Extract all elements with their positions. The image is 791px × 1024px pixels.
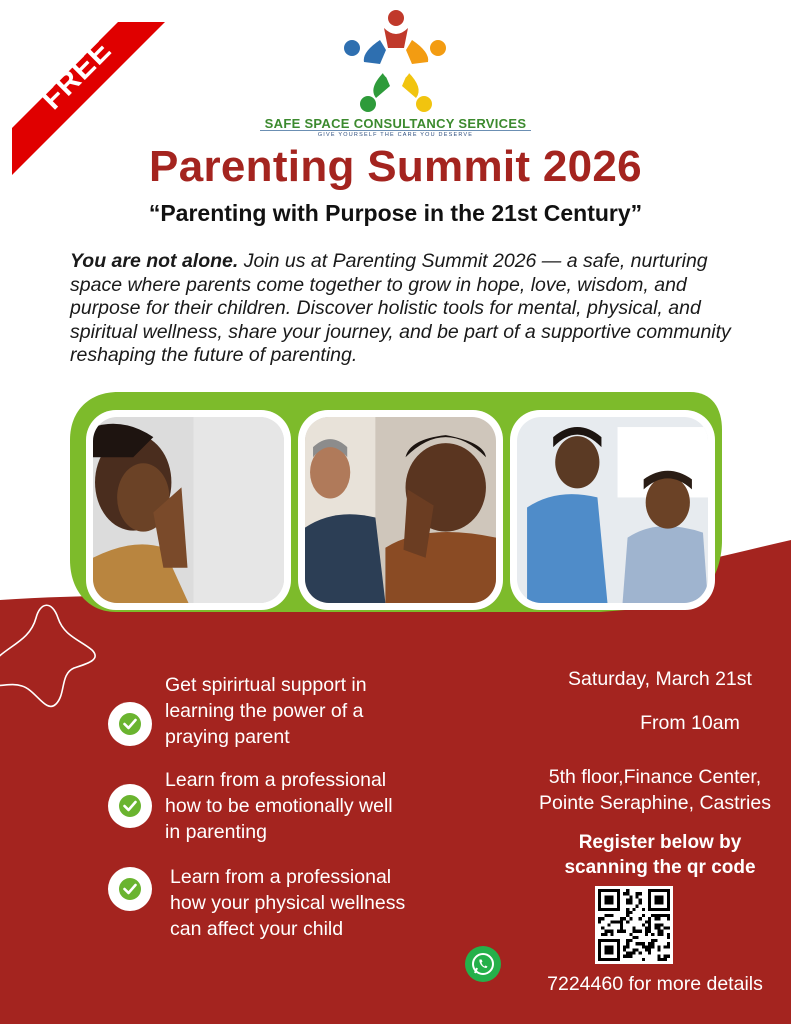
benefit-line: in parenting: [165, 821, 267, 843]
organization-tagline: GIVE YOURSELF THE CARE YOU DESERVE: [260, 130, 531, 138]
praying-woman-photo: [86, 410, 291, 610]
benefit-text: [165, 767, 465, 845]
registration-line: scanning the qr code: [564, 857, 756, 878]
event-theme: “Parenting with Purpose in the 21st Century”: [148, 200, 643, 226]
event-date: Saturday, March 21st: [568, 668, 752, 690]
benefit-line: how your physical wellness: [170, 892, 406, 914]
registration-note: [520, 830, 791, 880]
check-icon: [108, 867, 152, 911]
event-venue: [520, 764, 790, 816]
venue-line: Pointe Seraphine, Castries: [539, 792, 771, 814]
check-icon: [108, 784, 152, 828]
nurse-and-patient-image: [517, 417, 708, 603]
whatsapp-phone-icon[interactable]: [464, 945, 502, 983]
nurse-and-patient-photo: [510, 410, 715, 610]
contact-number: 7224460 for more details: [547, 973, 763, 995]
organization-logo: [340, 8, 452, 116]
intro-lead: You are not alone.: [70, 250, 239, 272]
benefit-text: [170, 864, 470, 942]
benefit-text: [165, 672, 465, 750]
venue-line: 5th floor,Finance Center,: [548, 766, 762, 788]
registration-line: Register below by: [578, 832, 742, 853]
event-title: Parenting Summit 2026: [149, 142, 642, 191]
two-men-talking-photo: [298, 410, 503, 610]
logo-people-ring: [344, 10, 446, 112]
benefit-line: learning the power of a: [165, 700, 364, 722]
benefit-line: Get spirirtual support in: [165, 674, 367, 696]
check-icon: [108, 702, 152, 746]
event-time: From 10am: [640, 712, 740, 734]
intro-body: Join us at Parenting Summit 2026 — a safe, nurturing space where parents come together to grow in hope, love, wisdom, and purpose for their children. Discover holistic tools for mental, physical, and spiritual wellness, share your journey, and be part of a supportive community reshaping the future of parenting.: [70, 250, 731, 366]
praying-woman-image: [93, 417, 284, 603]
two-men-talking-image: [305, 417, 496, 603]
benefit-line: can affect your child: [170, 918, 344, 940]
free-ribbon-label: FREE: [35, 33, 119, 117]
benefit-line: Learn from a professional: [170, 866, 392, 888]
benefit-line: praying parent: [165, 726, 290, 748]
intro-paragraph: [70, 250, 750, 368]
organization-name: SAFE SPACE CONSULTANCY SERVICES: [264, 116, 527, 131]
benefit-line: how to be emotionally well: [165, 795, 393, 817]
benefit-line: Learn from a professional: [165, 769, 387, 791]
qr-code-icon[interactable]: [595, 886, 673, 964]
